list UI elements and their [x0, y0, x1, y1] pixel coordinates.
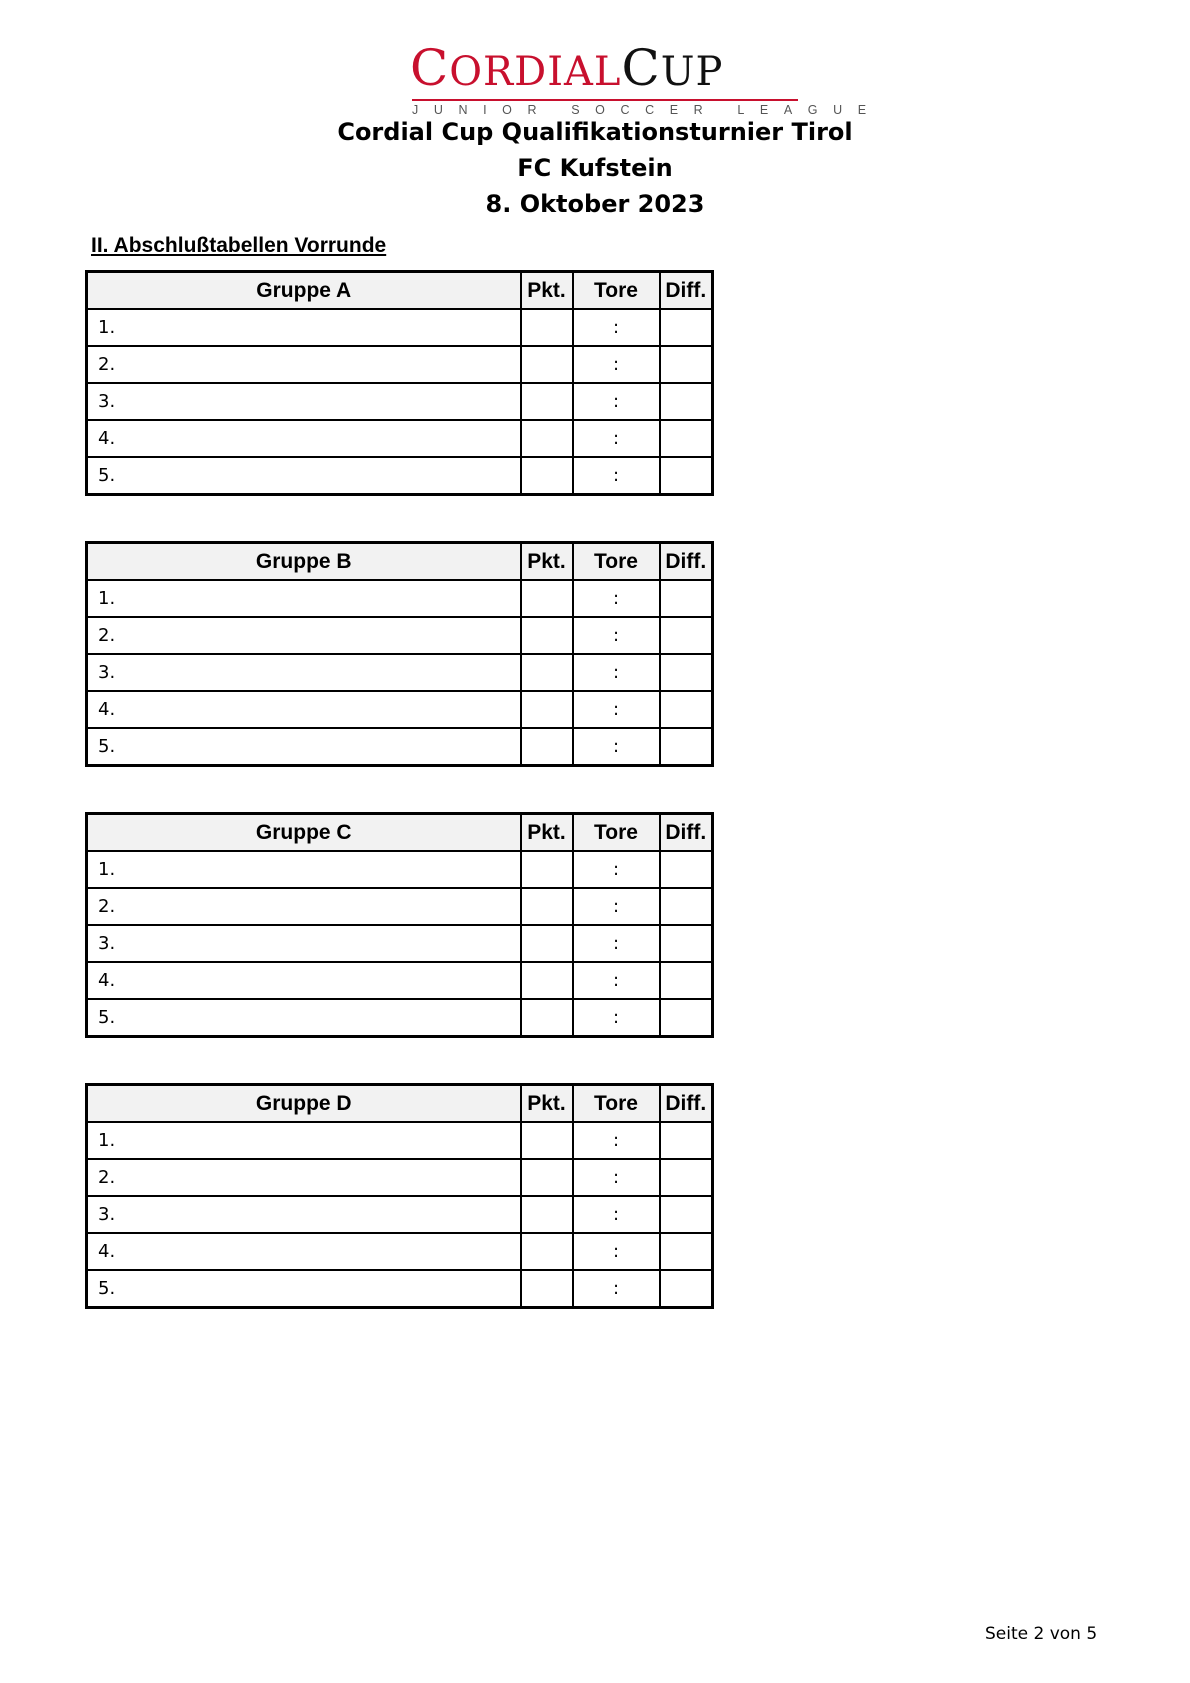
rank-cell: 5.: [87, 999, 521, 1037]
tore-cell: :: [573, 383, 660, 420]
rank-cell: 5.: [87, 728, 521, 766]
diff-cell: [660, 1233, 713, 1270]
table-header-row: [87, 814, 713, 852]
pkt-cell: [521, 457, 573, 495]
table-row: [87, 457, 713, 495]
logo-wordmark: CORDIALCUP: [410, 39, 724, 97]
tore-cell: :: [573, 925, 660, 962]
table-row: [87, 888, 713, 925]
table-row: [87, 851, 713, 888]
tore-cell: :: [573, 1270, 660, 1308]
tore-cell: :: [573, 728, 660, 766]
rank-cell: 4.: [87, 420, 521, 457]
table-row: [87, 1270, 713, 1308]
rank-cell: 5.: [87, 1270, 521, 1308]
pkt-cell: [521, 383, 573, 420]
table-row: [87, 580, 713, 617]
diff-cell: [660, 1196, 713, 1233]
tore-cell: :: [573, 1122, 660, 1159]
rank-cell: 1.: [87, 580, 521, 617]
pkt-cell: [521, 962, 573, 999]
table-row: [87, 691, 713, 728]
pkt-cell: [521, 346, 573, 383]
pkt-cell: [521, 728, 573, 766]
pkt-cell: [521, 925, 573, 962]
pkt-cell: [521, 888, 573, 925]
group-name: Gruppe A: [87, 272, 521, 310]
rank-cell: 5.: [87, 457, 521, 495]
diff-cell: [660, 654, 713, 691]
pkt-header: Pkt.: [521, 1085, 573, 1123]
table-row: [87, 962, 713, 999]
diff-cell: [660, 346, 713, 383]
table-row: [87, 654, 713, 691]
tore-cell: :: [573, 691, 660, 728]
diff-cell: [660, 309, 713, 346]
rank-cell: 1.: [87, 309, 521, 346]
diff-cell: [660, 999, 713, 1037]
diff-cell: [660, 962, 713, 999]
rank-cell: 2.: [87, 346, 521, 383]
rank-cell: 3.: [87, 1196, 521, 1233]
pkt-cell: [521, 1233, 573, 1270]
rank-cell: 2.: [87, 1159, 521, 1196]
table-row: [87, 1196, 713, 1233]
tore-cell: :: [573, 1159, 660, 1196]
diff-cell: [660, 457, 713, 495]
table-header-row: [87, 1085, 713, 1123]
group-table: [85, 812, 714, 1038]
diff-cell: [660, 1270, 713, 1308]
table-row: [87, 1159, 713, 1196]
tore-cell: :: [573, 962, 660, 999]
venue-title: FC Kufstein: [517, 154, 673, 182]
diff-cell: [660, 580, 713, 617]
pkt-cell: [521, 654, 573, 691]
tore-cell: :: [573, 580, 660, 617]
pkt-cell: [521, 1196, 573, 1233]
diff-cell: [660, 728, 713, 766]
date-title: 8. Oktober 2023: [485, 190, 705, 218]
tore-header: Tore: [573, 272, 660, 310]
pkt-cell: [521, 1122, 573, 1159]
pkt-cell: [521, 1159, 573, 1196]
logo-tagline: JUNIOR SOCCER LEAGUE: [412, 103, 882, 117]
tore-header: Tore: [573, 1085, 660, 1123]
tore-cell: :: [573, 654, 660, 691]
cordial-cup-logo: [410, 39, 882, 117]
document-title: Cordial Cup Qualifikationsturnier Tirol: [337, 118, 853, 146]
rank-cell: 2.: [87, 617, 521, 654]
diff-header: Diff.: [660, 543, 713, 581]
table-row: [87, 383, 713, 420]
table-row: [87, 925, 713, 962]
diff-cell: [660, 1122, 713, 1159]
rank-cell: 3.: [87, 925, 521, 962]
table-header-row: [87, 272, 713, 310]
group-table: [85, 1083, 714, 1309]
pkt-cell: [521, 1270, 573, 1308]
table-row: [87, 309, 713, 346]
pkt-header: Pkt.: [521, 814, 573, 852]
table-row: [87, 1233, 713, 1270]
table-row: [87, 346, 713, 383]
rank-cell: 1.: [87, 1122, 521, 1159]
diff-header: Diff.: [660, 814, 713, 852]
rank-cell: 3.: [87, 654, 521, 691]
diff-cell: [660, 383, 713, 420]
pkt-cell: [521, 617, 573, 654]
diff-cell: [660, 925, 713, 962]
tore-cell: :: [573, 1233, 660, 1270]
diff-header: Diff.: [660, 1085, 713, 1123]
diff-cell: [660, 420, 713, 457]
tore-cell: :: [573, 888, 660, 925]
pkt-cell: [521, 999, 573, 1037]
table-row: [87, 420, 713, 457]
table-row: [87, 728, 713, 766]
logo-rule: [412, 99, 798, 101]
tore-cell: :: [573, 346, 660, 383]
pkt-header: Pkt.: [521, 543, 573, 581]
rank-cell: 3.: [87, 383, 521, 420]
table-header-row: [87, 543, 713, 581]
pkt-cell: [521, 420, 573, 457]
diff-cell: [660, 617, 713, 654]
group-name: Gruppe B: [87, 543, 521, 581]
diff-cell: [660, 691, 713, 728]
diff-cell: [660, 888, 713, 925]
section-heading: II. Abschlußtabellen Vorrunde: [91, 234, 387, 257]
rank-cell: 4.: [87, 962, 521, 999]
pkt-cell: [521, 851, 573, 888]
group-name: Gruppe C: [87, 814, 521, 852]
rank-cell: 4.: [87, 1233, 521, 1270]
rank-cell: 2.: [87, 888, 521, 925]
tore-cell: :: [573, 420, 660, 457]
tore-header: Tore: [573, 814, 660, 852]
tore-cell: :: [573, 1196, 660, 1233]
tore-cell: :: [573, 851, 660, 888]
group-name: Gruppe D: [87, 1085, 521, 1123]
tore-cell: :: [573, 999, 660, 1037]
group-table: [85, 270, 714, 496]
pkt-cell: [521, 309, 573, 346]
pkt-cell: [521, 580, 573, 617]
diff-cell: [660, 851, 713, 888]
tore-cell: :: [573, 309, 660, 346]
rank-cell: 4.: [87, 691, 521, 728]
diff-header: Diff.: [660, 272, 713, 310]
tore-cell: :: [573, 457, 660, 495]
page-number: Seite 2 von 5: [985, 1624, 1098, 1644]
pkt-header: Pkt.: [521, 272, 573, 310]
pkt-cell: [521, 691, 573, 728]
table-row: [87, 617, 713, 654]
table-row: [87, 999, 713, 1037]
rank-cell: 1.: [87, 851, 521, 888]
diff-cell: [660, 1159, 713, 1196]
table-row: [87, 1122, 713, 1159]
tore-header: Tore: [573, 543, 660, 581]
tore-cell: :: [573, 617, 660, 654]
group-table: [85, 541, 714, 767]
